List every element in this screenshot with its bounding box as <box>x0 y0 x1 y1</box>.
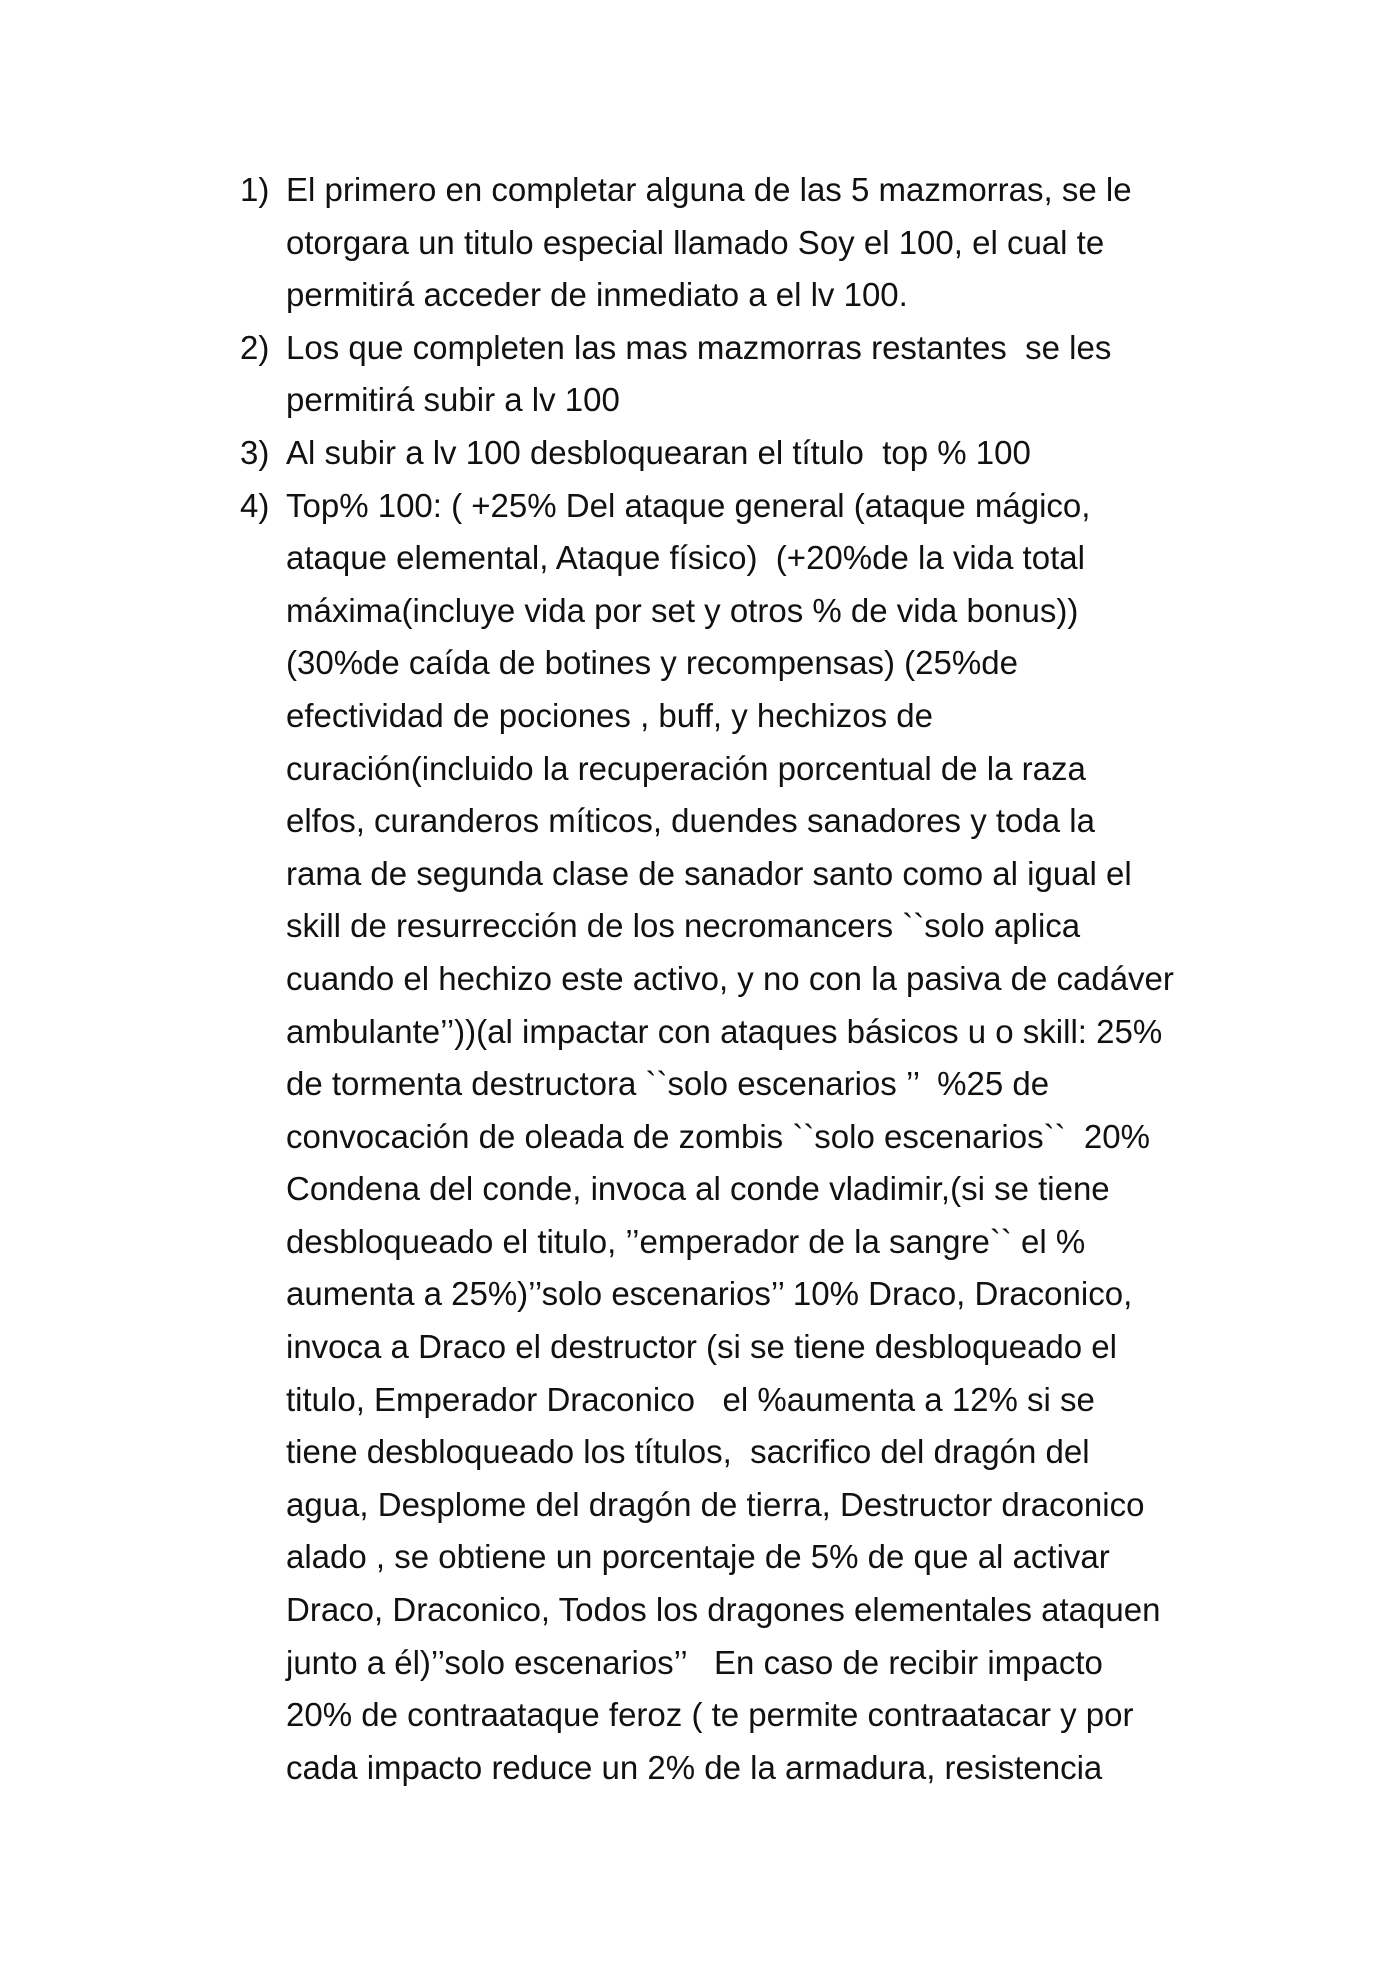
list-item-3 <box>240 427 1220 480</box>
list-item-number: 2) <box>240 328 270 366</box>
text-line: agua, Desplome del dragón de tierra, Destructor draconico <box>286 1485 1145 1523</box>
text-line: junto a él)’’solo escenarios’’ En caso de recibir impacto <box>286 1643 1103 1681</box>
text-line: Los que completen las mas mazmorras restantes se les <box>286 328 1112 366</box>
text-line: ambulante’’))(al impactar con ataques básicos u o skill: 25% <box>286 1012 1163 1050</box>
list-item-number: 4) <box>240 486 270 524</box>
list-item-number: 3) <box>240 433 270 471</box>
text-line: máxima(incluye vida por set y otros % de vida bonus)) <box>286 591 1079 629</box>
list-item-number: 1) <box>240 171 270 208</box>
text-line: de tormenta destructora ``solo escenarios ’’ %25 de <box>286 1065 1050 1103</box>
text-line: convocación de oleada de zombis ``solo escenarios`` 20% <box>286 1117 1150 1155</box>
text-line: permitirá acceder de inmediato a el lv 100. <box>286 276 908 314</box>
text-line: skill de resurrección de los necromancers ``solo aplica <box>286 907 1081 945</box>
text-line: efectividad de pociones , buff, y hechizos de <box>286 696 933 734</box>
list-item-4 <box>240 480 1220 1795</box>
text-line: Condena del conde, invoca al conde vladimir,(si se tiene <box>286 1170 1110 1208</box>
text-line: Al subir a lv 100 desbloquearan el título top % 100 <box>286 433 1031 471</box>
text-line: 20% de contraataque feroz ( te permite contraatacar y por <box>286 1696 1134 1734</box>
text-line: cada impacto reduce un 2% de la armadura, resistencia <box>286 1748 1103 1786</box>
text-line: Top% 100: ( +25% Del ataque general (ataque mágico, <box>286 486 1091 524</box>
text-line: alado , se obtiene un porcentaje de 5% de que al activar <box>286 1538 1110 1576</box>
text-line: titulo, Emperador Draconico el %aumenta a 12% si se <box>286 1380 1095 1418</box>
text-line: otorgara un titulo especial llamado Soy el 100, el cual te <box>286 223 1105 261</box>
text-line: ataque elemental, Ataque físico) (+20%de la vida total <box>286 539 1085 577</box>
text-line: cuando el hechizo este activo, y no con la pasiva de cadáver <box>286 959 1174 997</box>
text-line: El primero en completar alguna de las 5 mazmorras, se le <box>286 171 1132 208</box>
text-line: Draco, Draconico, Todos los dragones elementales ataquen <box>286 1591 1161 1629</box>
text-line: (30%de caída de botines y recompensas) (25%de <box>286 644 1018 682</box>
text-line: tiene desbloqueado los títulos, sacrifico del dragón del <box>286 1433 1090 1471</box>
list-item-text <box>286 480 1220 1795</box>
numbered-list <box>240 164 1220 1794</box>
text-line: invoca a Draco el destructor (si se tiene desbloqueado el <box>286 1328 1117 1366</box>
list-item-text <box>286 164 1220 322</box>
text-line: curación(incluido la recuperación porcentual de la raza <box>286 749 1086 787</box>
list-item-text <box>286 322 1220 427</box>
text-line: aumenta a 25%)’’solo escenarios’’ 10% Draco, Draconico, <box>286 1275 1133 1313</box>
list-item-2 <box>240 322 1220 427</box>
text-line: permitirá subir a lv 100 <box>286 381 620 419</box>
list-item-1 <box>240 164 1220 322</box>
text-line: rama de segunda clase de sanador santo como al igual el <box>286 854 1132 892</box>
text-line: desbloqueado el titulo, ’’emperador de la sangre`` el % <box>286 1222 1086 1260</box>
list-item-text <box>286 427 1220 480</box>
text-line: elfos, curanderos míticos, duendes sanadores y toda la <box>286 802 1095 840</box>
